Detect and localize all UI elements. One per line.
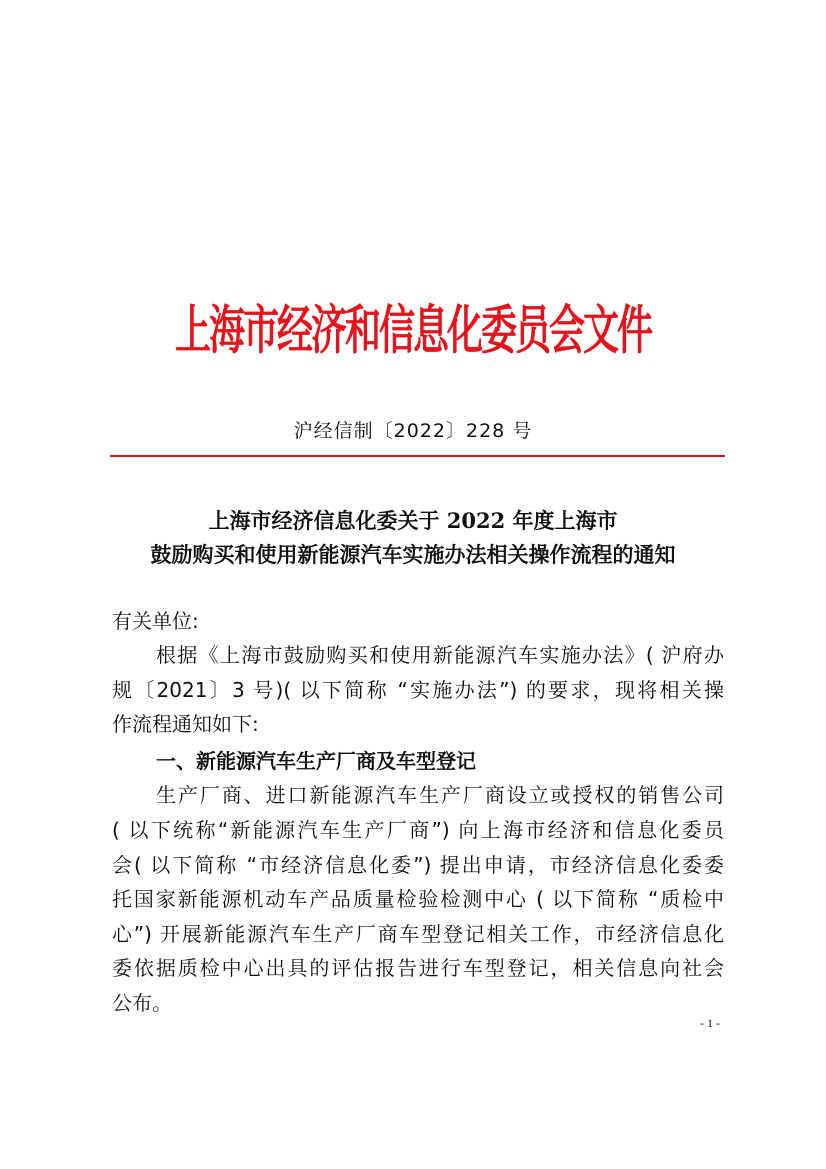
paragraph-line: 委依据质检中心出具的评估报告进行车型登记，相关信息向社会 — [112, 956, 724, 980]
paragraph-line: 作流程通知如下: — [112, 712, 259, 736]
paragraph-line: ( 以下统称“新能源汽车生产厂商”) 向上海市经济和信息化委员 — [112, 818, 724, 842]
paragraph-line: 会( 以下简称 “市经济信息化委”) 提出申请，市经济信息化委委 — [112, 853, 724, 877]
document-number: 沪经信制〔2022〕228 号 — [293, 420, 533, 442]
notice-heading-line1: 上海市经济信息化委关于 2022 年度上海市 — [208, 508, 618, 533]
paragraph-line: 生产厂商、进口新能源汽车生产厂商设立或授权的销售公司 — [156, 783, 724, 807]
paragraph-line: 公布。 — [112, 991, 172, 1015]
document-issuer-title: 上海市经济和信息化委员会文件 — [174, 300, 651, 362]
red-divider — [110, 455, 725, 457]
paragraph-line: 托国家新能源机动车产品质量检验检测中心 ( 以下简称 “质检中 — [112, 887, 724, 911]
paragraph-line: 规〔2021〕3 号)( 以下简称 “实施办法”) 的要求，现将相关操 — [112, 678, 724, 702]
section-title: 一、新能源汽车生产厂商及车型登记 — [156, 749, 476, 773]
notice-heading-line2: 鼓励购买和使用新能源汽车实施办法相关操作流程的通知 — [150, 542, 676, 567]
paragraph-line: 根据《上海市鼓励购买和使用新能源汽车实施办法》( 沪府办 — [156, 643, 724, 667]
paragraph-line: 心”) 开展新能源汽车生产厂商车型登记相关工作，市经济信息化 — [112, 922, 724, 946]
page-number: - 1 - — [700, 1016, 720, 1030]
salutation: 有关单位: — [112, 609, 199, 633]
